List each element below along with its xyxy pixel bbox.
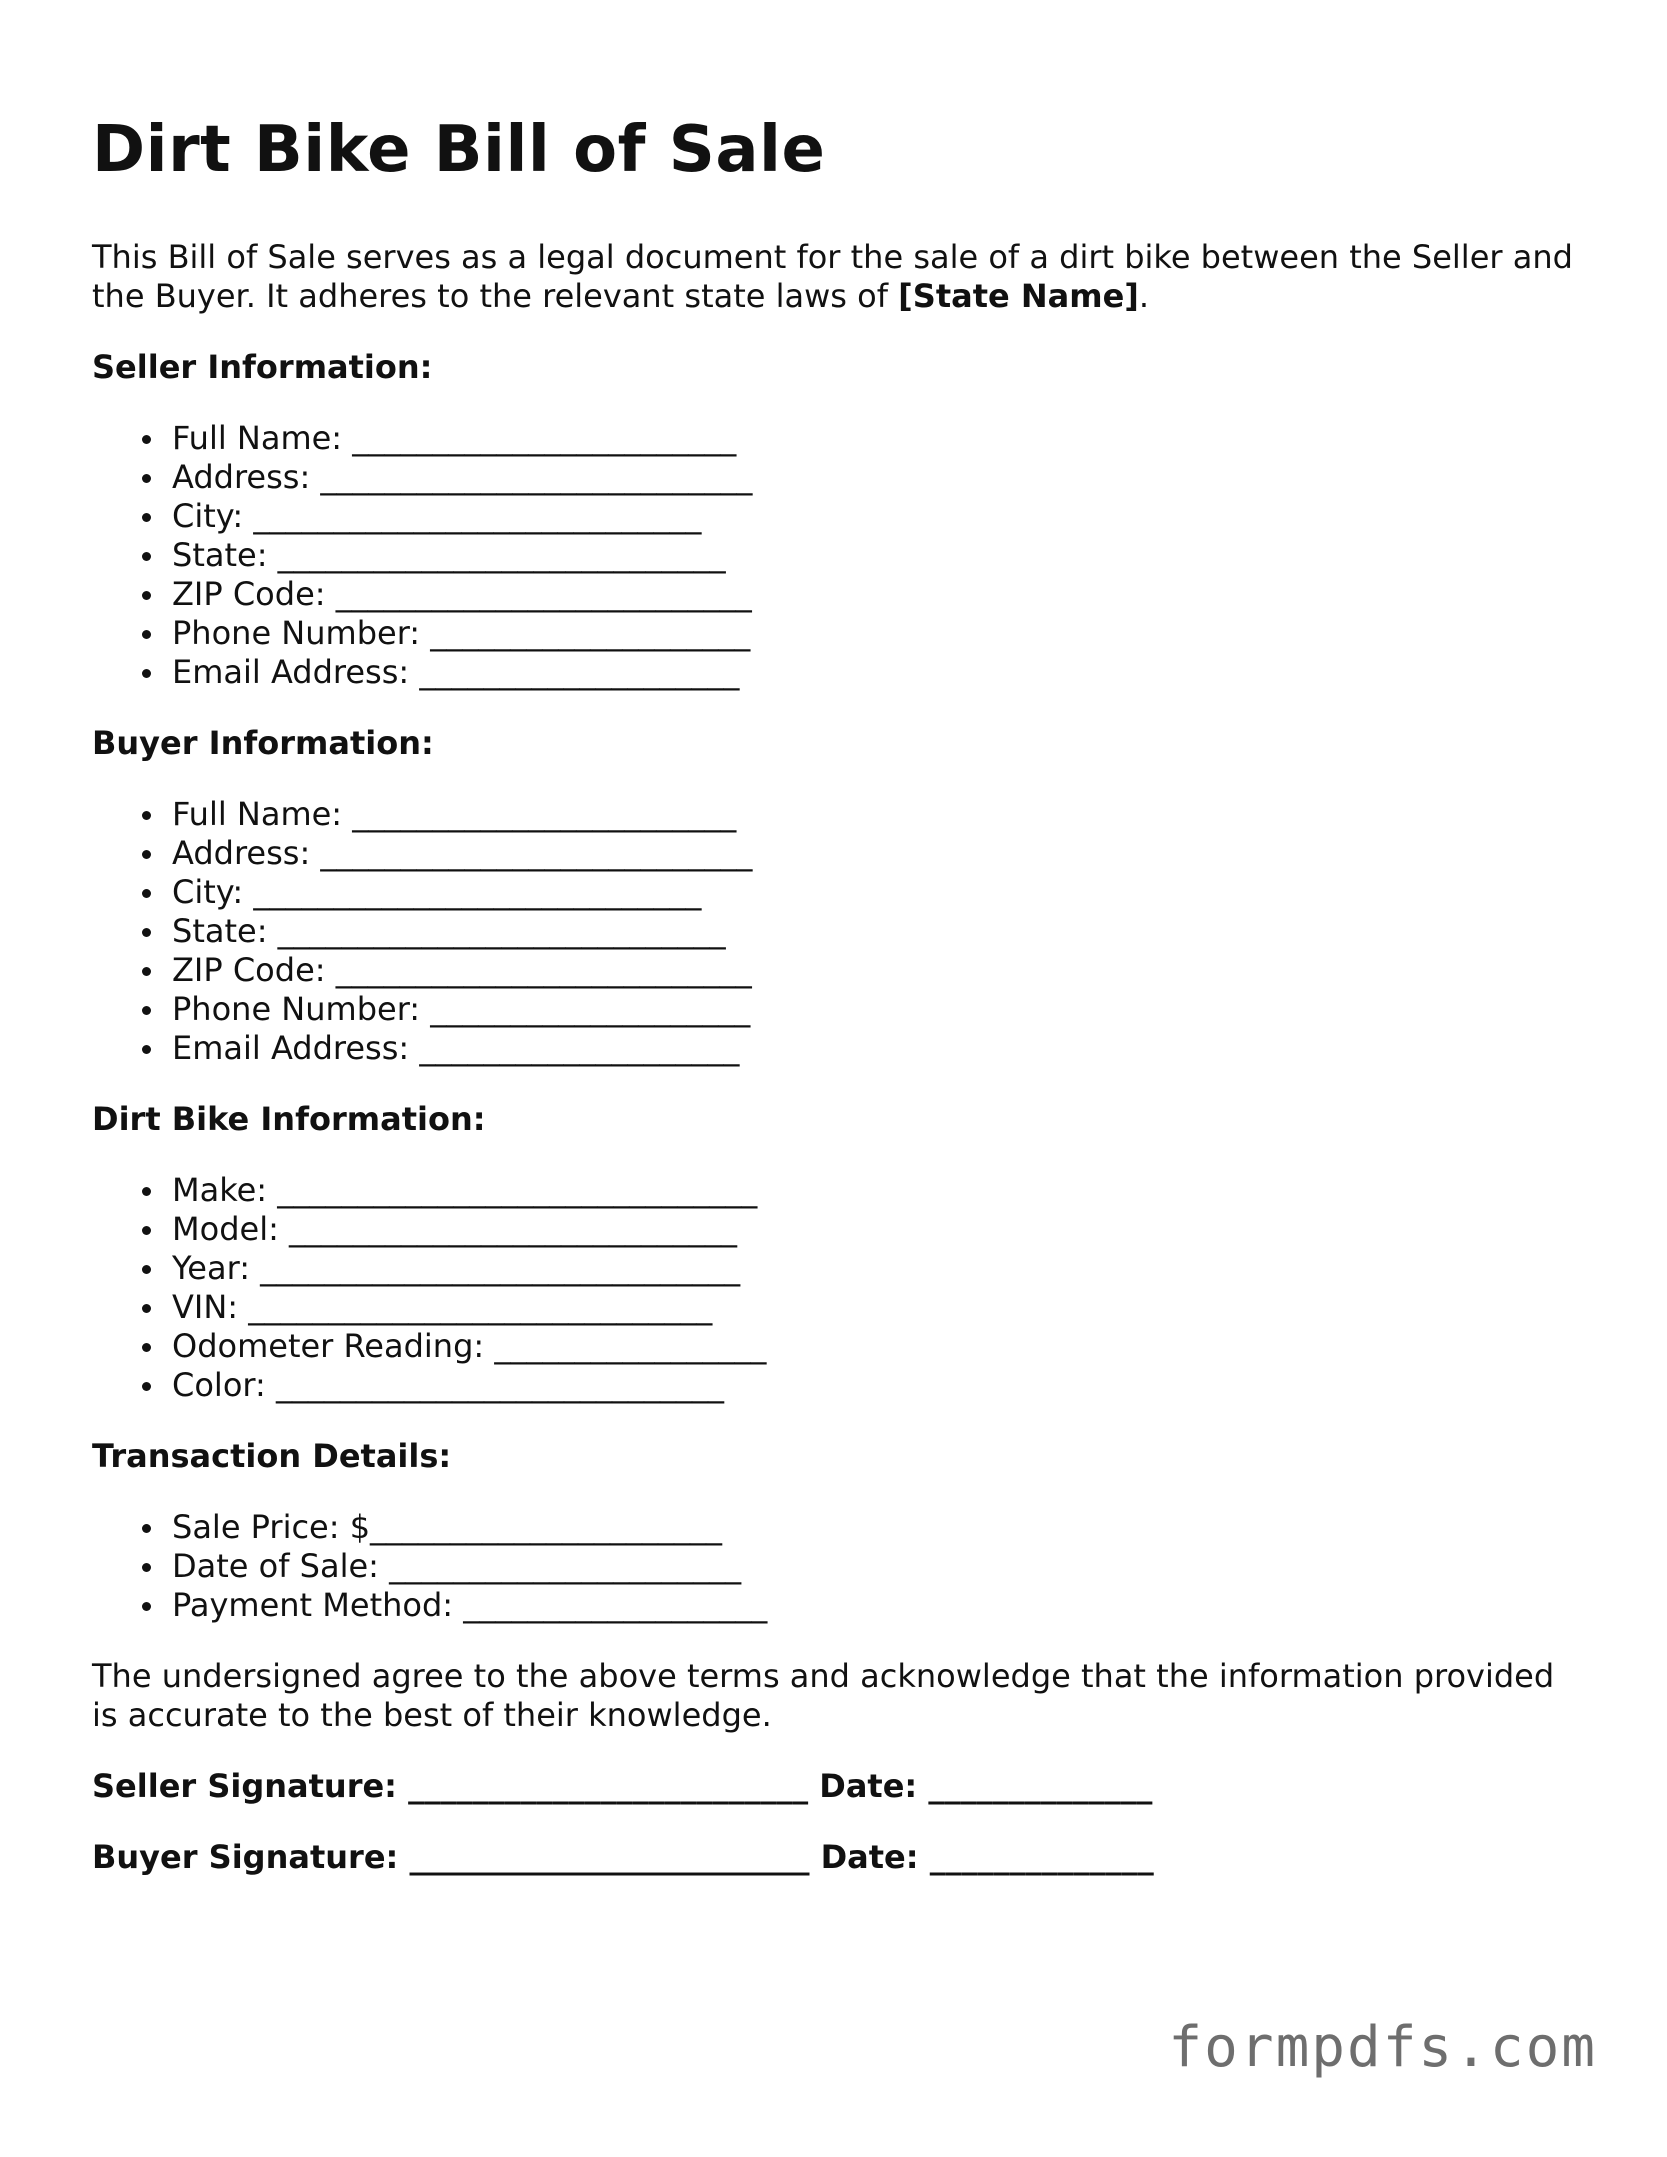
document-title: Dirt Bike Bill of Sale [92, 113, 826, 187]
bike-odometer-field[interactable]: Odometer Reading: _________________ [172, 1327, 1582, 1366]
seller-field-list [92, 419, 1582, 692]
buyer-state-field[interactable]: State: ____________________________ [172, 912, 1582, 951]
intro-text: This Bill of Sale serves as a legal document for the sale of a dirt bike between the Seller and the Buyer. It adheres to the relevant state laws of [92, 238, 1573, 315]
seller-full-name-field[interactable]: Full Name: ________________________ [172, 419, 1582, 458]
transaction-heading: Transaction Details: [92, 1437, 452, 1475]
buyer-phone-field[interactable]: Phone Number: ____________________ [172, 990, 1582, 1029]
watermark: formpdfs.com [1168, 2015, 1597, 2080]
buyer-field-list [92, 795, 1582, 1068]
state-name-placeholder: [State Name] [898, 277, 1139, 315]
buyer-email-field[interactable]: Email Address: ____________________ [172, 1029, 1582, 1068]
bike-year-field[interactable]: Year: ______________________________ [172, 1249, 1582, 1288]
document-page [92, 110, 1582, 1909]
bike-make-field[interactable]: Make: ______________________________ [172, 1171, 1582, 1210]
buyer-signature-line[interactable]: Buyer Signature: _________________________ Date: ______________ [92, 1838, 1154, 1876]
seller-address-field[interactable]: Address: ___________________________ [172, 458, 1582, 497]
seller-city-field[interactable]: City: ____________________________ [172, 497, 1582, 536]
seller-state-field[interactable]: State: ____________________________ [172, 536, 1582, 575]
bike-vin-field[interactable]: VIN: _____________________________ [172, 1288, 1582, 1327]
buyer-full-name-field[interactable]: Full Name: ________________________ [172, 795, 1582, 834]
sale-price-field[interactable]: Sale Price: $______________________ [172, 1508, 1582, 1547]
transaction-field-list [92, 1508, 1582, 1625]
buyer-zip-field[interactable]: ZIP Code: __________________________ [172, 951, 1582, 990]
seller-heading: Seller Information: [92, 348, 433, 386]
bike-heading: Dirt Bike Information: [92, 1100, 486, 1138]
seller-email-field[interactable]: Email Address: ____________________ [172, 653, 1582, 692]
bike-color-field[interactable]: Color: ____________________________ [172, 1366, 1582, 1405]
date-of-sale-field[interactable]: Date of Sale: ______________________ [172, 1547, 1582, 1586]
seller-zip-field[interactable]: ZIP Code: __________________________ [172, 575, 1582, 614]
payment-method-field[interactable]: Payment Method: ___________________ [172, 1586, 1582, 1625]
intro-paragraph [92, 238, 1582, 316]
buyer-heading: Buyer Information: [92, 724, 434, 762]
seller-signature-line[interactable]: Seller Signature: _________________________ Date: ______________ [92, 1767, 1153, 1805]
bike-field-list [92, 1171, 1582, 1405]
intro-end: . [1138, 277, 1150, 315]
bike-model-field[interactable]: Model: ____________________________ [172, 1210, 1582, 1249]
buyer-address-field[interactable]: Address: ___________________________ [172, 834, 1582, 873]
buyer-city-field[interactable]: City: ____________________________ [172, 873, 1582, 912]
acknowledgement-paragraph: The undersigned agree to the above terms and acknowledge that the information provided is accurate to the best of their knowledge. [92, 1657, 1555, 1734]
seller-phone-field[interactable]: Phone Number: ____________________ [172, 614, 1582, 653]
